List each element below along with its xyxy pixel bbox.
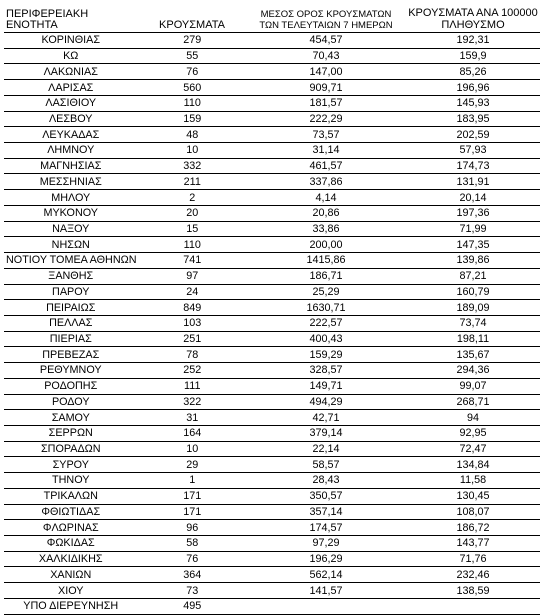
region-cell: ΣΑΜΟΥ [4, 410, 138, 426]
per100k-cell: 87,21 [406, 268, 540, 284]
cases-cell: 741 [138, 253, 246, 269]
cases-table [4, 8, 540, 615]
per100k-cell: 72,47 [406, 441, 540, 457]
cases-cell: 211 [138, 174, 246, 190]
table-row [4, 48, 540, 64]
table-row [4, 111, 540, 127]
per100k-cell: 20,14 [406, 190, 540, 206]
per100k-cell: 192,31 [406, 33, 540, 49]
table-row [4, 174, 540, 190]
region-cell: ΝΑΞΟΥ [4, 221, 138, 237]
region-cell: ΚΟΡΙΝΘΙΑΣ [4, 33, 138, 49]
cases-cell: 96 [138, 520, 246, 536]
avg7-cell: 328,57 [246, 363, 406, 379]
region-cell: ΣΥΡΟΥ [4, 457, 138, 473]
per100k-cell: 73,74 [406, 315, 540, 331]
table-header [4, 8, 540, 33]
table-row [4, 363, 540, 379]
avg7-cell: 149,71 [246, 378, 406, 394]
table-row [4, 378, 540, 394]
cases-cell: 78 [138, 347, 246, 363]
per100k-cell: 186,72 [406, 520, 540, 536]
avg7-cell: 357,14 [246, 504, 406, 520]
per100k-cell: 159,9 [406, 48, 540, 64]
region-cell: ΝΗΣΩΝ [4, 237, 138, 253]
cases-cell: 1 [138, 473, 246, 489]
region-cell: ΠΕΛΛΑΣ [4, 315, 138, 331]
cases-cell: 31 [138, 410, 246, 426]
cases-cell: 73 [138, 583, 246, 599]
avg7-cell: 141,57 [246, 583, 406, 599]
cases-cell: 15 [138, 221, 246, 237]
header-row [4, 8, 540, 33]
table-row [4, 331, 540, 347]
per100k-cell: 174,73 [406, 158, 540, 174]
per100k-cell [406, 598, 540, 614]
avg7-cell: 909,71 [246, 80, 406, 96]
avg7-cell: 70,43 [246, 48, 406, 64]
avg7-cell: 196,29 [246, 551, 406, 567]
table-row [4, 425, 540, 441]
avg7-cell: 350,57 [246, 488, 406, 504]
region-cell: ΧΙΟΥ [4, 583, 138, 599]
per100k-cell: 145,93 [406, 95, 540, 111]
table-row [4, 221, 540, 237]
region-cell: ΤΡΙΚΑΛΩΝ [4, 488, 138, 504]
per100k-cell: 85,26 [406, 64, 540, 80]
cases-cell: 76 [138, 551, 246, 567]
header-per100k-line1: ΚΡΟΥΣΜΑΤΑ ΑΝΑ 100000 [408, 7, 538, 19]
region-cell: ΛΗΜΝΟΥ [4, 143, 138, 159]
table-row [4, 394, 540, 410]
region-cell: ΞΑΝΘΗΣ [4, 268, 138, 284]
per100k-cell: 196,96 [406, 80, 540, 96]
region-cell: ΠΡΕΒΕΖΑΣ [4, 347, 138, 363]
cases-cell: 103 [138, 315, 246, 331]
header-region: ΠΕΡΙΦΕΡΕΙΑΚΗ ΕΝΟΤΗΤΑ [4, 8, 138, 33]
avg7-cell: 31,14 [246, 143, 406, 159]
region-cell: ΠΑΡΟΥ [4, 284, 138, 300]
header-per100k-line2: ΠΛΗΘΥΣΜΟ [441, 18, 505, 31]
avg7-cell: 4,14 [246, 190, 406, 206]
avg7-cell: 186,71 [246, 268, 406, 284]
cases-cell: 495 [138, 598, 246, 614]
cases-cell: 48 [138, 127, 246, 143]
region-cell: ΧΑΝΙΩΝ [4, 567, 138, 583]
table-row [4, 158, 540, 174]
avg7-cell: 400,43 [246, 331, 406, 347]
avg7-cell: 20,86 [246, 205, 406, 221]
cases-cell: 251 [138, 331, 246, 347]
per100k-cell: 198,11 [406, 331, 540, 347]
per100k-cell: 232,46 [406, 567, 540, 583]
region-cell: ΦΩΚΙΔΑΣ [4, 536, 138, 552]
per100k-cell: 71,76 [406, 551, 540, 567]
table-row [4, 268, 540, 284]
region-cell: ΣΠΟΡΑΔΩΝ [4, 441, 138, 457]
table-row [4, 441, 540, 457]
table-row [4, 598, 540, 614]
cases-cell: 10 [138, 441, 246, 457]
per100k-cell: 139,86 [406, 253, 540, 269]
per100k-cell: 143,77 [406, 536, 540, 552]
table-row [4, 205, 540, 221]
cases-cell: 2 [138, 190, 246, 206]
table-row [4, 551, 540, 567]
avg7-cell: 1415,86 [246, 253, 406, 269]
cases-cell: 252 [138, 363, 246, 379]
table-row [4, 300, 540, 316]
cases-cell: 164 [138, 425, 246, 441]
region-cell: ΧΑΛΚΙΔΙΚΗΣ [4, 551, 138, 567]
avg7-cell: 454,57 [246, 33, 406, 49]
per100k-cell: 108,07 [406, 504, 540, 520]
region-cell: ΣΕΡΡΩΝ [4, 425, 138, 441]
table-row [4, 347, 540, 363]
per100k-cell: 197,36 [406, 205, 540, 221]
cases-cell: 322 [138, 394, 246, 410]
region-cell: ΛΕΣΒΟΥ [4, 111, 138, 127]
cases-cell: 111 [138, 378, 246, 394]
region-cell: ΚΩ [4, 48, 138, 64]
region-cell: ΡΟΔΟΥ [4, 394, 138, 410]
per100k-cell: 147,35 [406, 237, 540, 253]
cases-cell: 171 [138, 488, 246, 504]
per100k-cell: 189,09 [406, 300, 540, 316]
avg7-cell: 181,57 [246, 95, 406, 111]
cases-cell: 110 [138, 95, 246, 111]
region-cell: ΠΙΕΡΙΑΣ [4, 331, 138, 347]
table-row [4, 253, 540, 269]
table-row [4, 457, 540, 473]
per100k-cell: 94 [406, 410, 540, 426]
per100k-cell: 138,59 [406, 583, 540, 599]
table-row [4, 488, 540, 504]
avg7-cell: 25,29 [246, 284, 406, 300]
region-cell: ΡΕΘΥΜΝΟΥ [4, 363, 138, 379]
table-row [4, 284, 540, 300]
per100k-cell: 268,71 [406, 394, 540, 410]
cases-cell: 97 [138, 268, 246, 284]
avg7-cell: 562,14 [246, 567, 406, 583]
avg7-cell: 1630,71 [246, 300, 406, 316]
per100k-cell: 183,95 [406, 111, 540, 127]
cases-cell: 10 [138, 143, 246, 159]
per100k-cell: 130,45 [406, 488, 540, 504]
per100k-cell: 160,79 [406, 284, 540, 300]
avg7-cell: 200,00 [246, 237, 406, 253]
table-row [4, 95, 540, 111]
region-cell: ΛΑΚΩΝΙΑΣ [4, 64, 138, 80]
avg7-cell: 33,86 [246, 221, 406, 237]
per100k-cell: 134,84 [406, 457, 540, 473]
avg7-cell: 28,43 [246, 473, 406, 489]
cases-cell: 364 [138, 567, 246, 583]
per100k-cell: 294,36 [406, 363, 540, 379]
per100k-cell: 135,67 [406, 347, 540, 363]
avg7-cell: 174,57 [246, 520, 406, 536]
avg7-cell: 461,57 [246, 158, 406, 174]
header-per100k [406, 8, 540, 33]
avg7-cell: 73,57 [246, 127, 406, 143]
header-avg7-line1: ΜΕΣΟΣ ΟΡΟΣ ΚΡΟΥΣΜΑΤΩΝ [260, 9, 392, 20]
cases-cell: 58 [138, 536, 246, 552]
table-row [4, 583, 540, 599]
avg7-cell: 97,29 [246, 536, 406, 552]
per100k-cell: 99,07 [406, 378, 540, 394]
table-row [4, 127, 540, 143]
table-row [4, 473, 540, 489]
cases-cell: 20 [138, 205, 246, 221]
avg7-cell: 379,14 [246, 425, 406, 441]
cases-cell: 849 [138, 300, 246, 316]
cases-cell: 24 [138, 284, 246, 300]
cases-cell: 159 [138, 111, 246, 127]
per100k-cell: 92,95 [406, 425, 540, 441]
cases-cell: 279 [138, 33, 246, 49]
avg7-cell: 222,57 [246, 315, 406, 331]
avg7-cell: 494,29 [246, 394, 406, 410]
table-row [4, 410, 540, 426]
region-cell: ΛΑΣΙΘΙΟΥ [4, 95, 138, 111]
avg7-cell [246, 598, 406, 614]
table-row [4, 237, 540, 253]
table-row [4, 536, 540, 552]
region-cell: ΜΑΓΝΗΣΙΑΣ [4, 158, 138, 174]
region-cell: ΦΛΩΡΙΝΑΣ [4, 520, 138, 536]
region-cell: ΜΗΛΟΥ [4, 190, 138, 206]
header-avg7-line2: ΤΩΝ ΤΕΛΕΥΤΑΙΩΝ 7 ΗΜΕΡΩΝ [259, 20, 393, 31]
table-row [4, 504, 540, 520]
table-row [4, 520, 540, 536]
region-cell: ΦΘΙΩΤΙΔΑΣ [4, 504, 138, 520]
avg7-cell: 337,86 [246, 174, 406, 190]
per100k-cell: 71,99 [406, 221, 540, 237]
table-row [4, 80, 540, 96]
per100k-cell: 11,58 [406, 473, 540, 489]
header-avg7 [246, 8, 406, 33]
table-row [4, 143, 540, 159]
avg7-cell: 147,00 [246, 64, 406, 80]
region-cell: ΛΕΥΚΑΔΑΣ [4, 127, 138, 143]
cases-cell: 332 [138, 158, 246, 174]
table-row [4, 33, 540, 49]
avg7-cell: 58,57 [246, 457, 406, 473]
per100k-cell: 202,59 [406, 127, 540, 143]
header-cases: ΚΡΟΥΣΜΑΤΑ [138, 8, 246, 33]
region-cell: ΥΠΟ ΔΙΕΡΕΥΝΗΣΗ [4, 598, 138, 614]
table-body [4, 33, 540, 615]
avg7-cell: 42,71 [246, 410, 406, 426]
cases-cell: 29 [138, 457, 246, 473]
per100k-cell: 131,91 [406, 174, 540, 190]
table-row [4, 315, 540, 331]
region-cell: ΝΟΤΙΟΥ ΤΟΜΕΑ ΑΘΗΝΩΝ [6, 254, 137, 267]
region-cell: ΜΕΣΣΗΝΙΑΣ [4, 174, 138, 190]
region-cell: ΡΟΔΟΠΗΣ [4, 378, 138, 394]
region-cell: ΜΥΚΟΝΟΥ [4, 205, 138, 221]
cases-cell: 171 [138, 504, 246, 520]
region-cell: ΛΑΡΙΣΑΣ [4, 80, 138, 96]
table-row [4, 567, 540, 583]
avg7-cell: 22,14 [246, 441, 406, 457]
region-cell: ΠΕΙΡΑΙΩΣ [4, 300, 138, 316]
region-cell: ΤΗΝΟΥ [4, 473, 138, 489]
per100k-cell: 57,93 [406, 143, 540, 159]
cases-cell: 110 [138, 237, 246, 253]
table-row [4, 190, 540, 206]
avg7-cell: 159,29 [246, 347, 406, 363]
cases-cell: 55 [138, 48, 246, 64]
avg7-cell: 222,29 [246, 111, 406, 127]
cases-cell: 560 [138, 80, 246, 96]
cases-cell: 76 [138, 64, 246, 80]
table-row [4, 64, 540, 80]
